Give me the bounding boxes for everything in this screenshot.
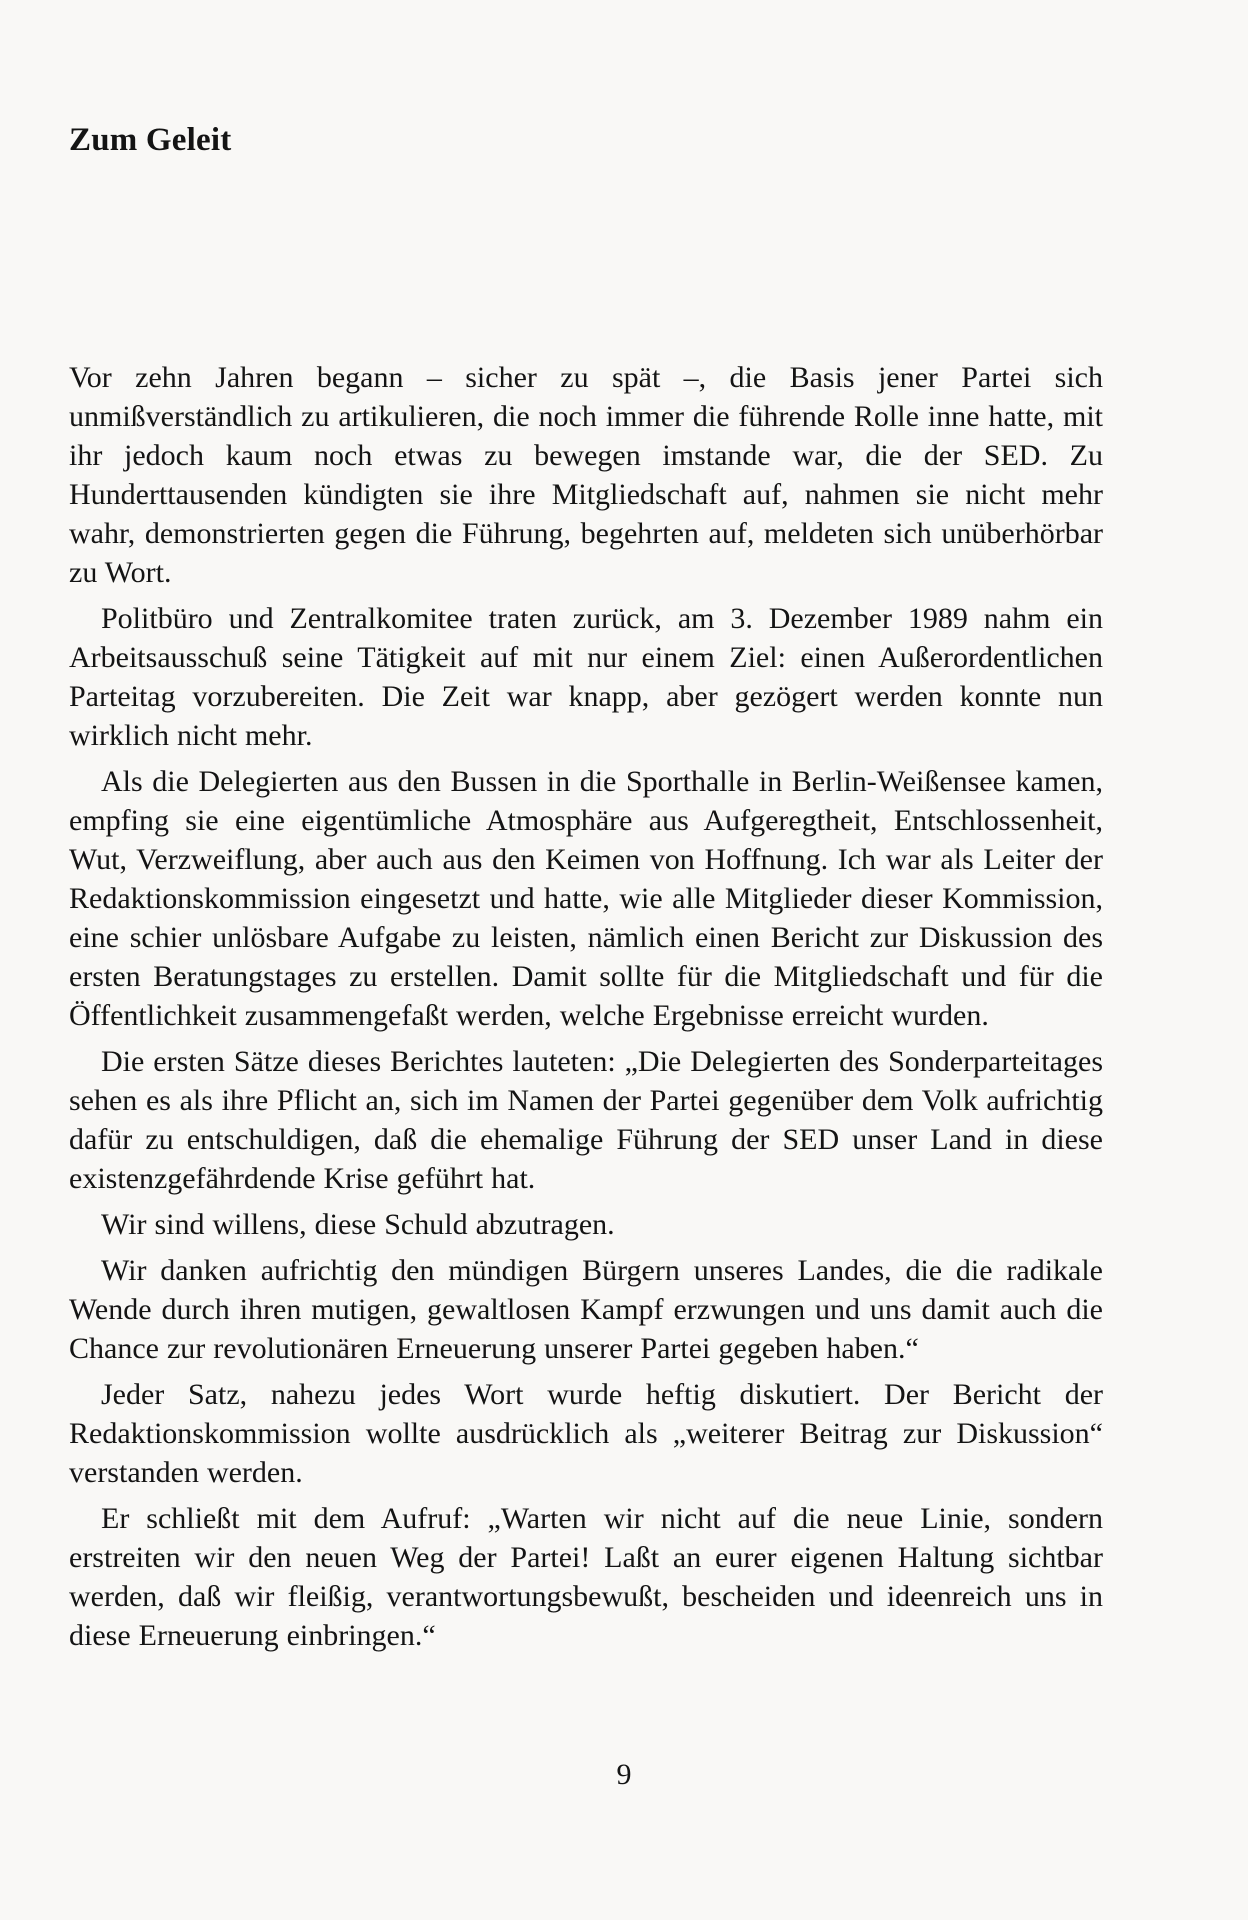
paragraph: Jeder Satz, nahezu jedes Wort wurde heftig diskutiert. Der Bericht der Redaktionskommission wollte ausdrücklich als „weiterer Beitrag zur Diskussion“ verstanden werden. (69, 1378, 1103, 1489)
body-text (69, 358, 1103, 1662)
page-number: 9 (616, 1758, 632, 1791)
paragraph: Politbüro und Zentralkomitee traten zurück, am 3. Dezember 1989 nahm ein Arbeitsausschuß seine Tätigkeit auf mit nur einem Ziel: einen Außerordentlichen Parteitag vorzubereiten. Die Zeit war knapp, aber gezögert werden konnte nun wirklich nicht mehr. (69, 602, 1103, 752)
paragraph: Die ersten Sätze dieses Berichtes lauteten: „Die Delegierten des Sonderparteitages sehen es als ihre Pflicht an, sich im Namen der Partei gegenüber dem Volk aufrichtig dafür zu entschuldigen, daß die ehemalige Führung der SED unser Land in diese existenzgefährdende Krise geführt hat. (69, 1045, 1103, 1195)
paragraph: Er schließt mit dem Aufruf: „Warten wir nicht auf die neue Linie, sondern erstreiten wir den neuen Weg der Partei! Laßt an eurer eigenen Haltung sichtbar werden, daß wir fleißig, verantwortungsbewußt, bescheiden und ideenreich uns in diese Erneuerung einbringen.“ (69, 1502, 1103, 1652)
paragraph: Wir danken aufrichtig den mündigen Bürgern unseres Landes, die die radikale Wende durch ihren mutigen, gewaltlosen Kampf erzwungen und uns damit auch die Chance zur revolutionären Erneuerung unserer Partei gegeben haben.“ (69, 1254, 1103, 1365)
paragraph: Als die Delegierten aus den Bussen in die Sporthalle in Berlin-Weißensee kamen, empfing sie eine eigentümliche Atmosphäre aus Aufgeregtheit, Entschlossenheit, Wut, Verzweiflung, aber auch aus den Keimen von Hoffnung. Ich war als Leiter der Redaktionskommission eingesetzt und hatte, wie alle Mitglieder dieser Kommission, eine schier unlösbare Aufgabe zu leisten, nämlich einen Bericht zur Diskussion des ersten Beratungstages zu erstellen. Damit sollte für die Mitgliedschaft und für die Öffentlichkeit zusammengefaßt werden, welche Ergebnisse erreicht wurden. (69, 765, 1103, 1032)
chapter-heading: Zum Geleit (69, 122, 232, 158)
paragraph: Vor zehn Jahren begann – sicher zu spät –, die Basis jener Partei sich unmißverständlich zu artikulieren, die noch immer die führende Rolle inne hatte, mit ihr jedoch kaum noch etwas zu bewegen imstande war, die der SED. Zu Hunderttausenden kündigten sie ihre Mitgliedschaft auf, nahmen sie nicht mehr wahr, demonstrierten gegen die Führung, begehrten auf, meldeten sich unüberhörbar zu Wort. (69, 361, 1103, 589)
paragraph: Wir sind willens, diese Schuld abzutragen. (101, 1208, 615, 1241)
